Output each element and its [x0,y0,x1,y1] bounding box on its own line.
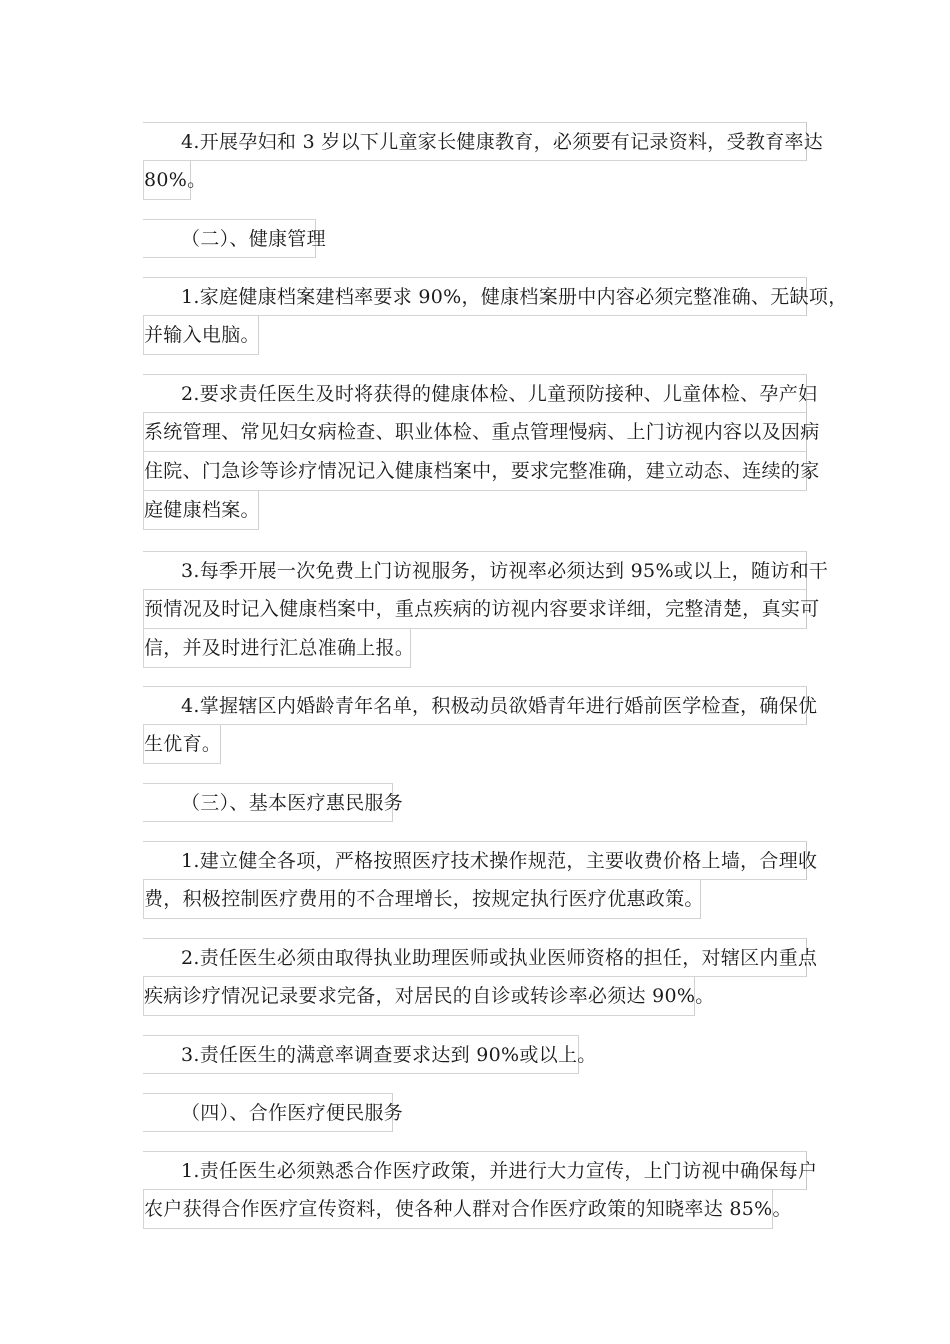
text-line: （二）、健康管理 [143,219,316,258]
text-line: （四）、合作医疗便民服务 [143,1093,393,1132]
text-line: 住院、门急诊等诊疗情况记入健康档案中，要求完整准确，建立动态、连续的家 [143,452,807,491]
text-line: （三）、基本医疗惠民服务 [143,783,393,822]
text-line: 疾病诊疗情况记录要求完备，对居民的自诊或转诊率必须达 90%。 [143,977,695,1016]
text-line: 生优育。 [143,725,221,764]
text-line: 1.家庭健康档案建档率要求 90%，健康档案册中内容必须完整准确、无缺项， [143,277,807,316]
text-line: 费，积极控制医疗费用的不合理增长，按规定执行医疗优惠政策。 [143,880,701,919]
text-line: 预情况及时记入健康档案中，重点疾病的访视内容要求详细，完整清楚，真实可 [143,590,807,629]
text-line: 4.掌握辖区内婚龄青年名单，积极动员欲婚青年进行婚前医学检查，确保优 [143,686,807,725]
text-line: 1.建立健全各项，严格按照医疗技术操作规范，主要收费价格上墙，合理收 [143,841,807,880]
text-line: 并输入电脑。 [143,316,259,355]
text-line: 农户获得合作医疗宣传资料，使各种人群对合作医疗政策的知晓率达 85%。 [143,1190,773,1229]
text-line: 2.要求责任医生及时将获得的健康体检、儿童预防接种、儿童体检、孕产妇 [143,374,807,413]
text-line: 80%。 [143,161,191,200]
text-line: 3.责任医生的满意率调查要求达到 90%或以上。 [143,1035,579,1074]
text-line: 3.每季开展一次免费上门访视服务，访视率必须达到 95%或以上，随访和干 [143,551,807,590]
text-line: 系统管理、常见妇女病检查、职业体检、重点管理慢病、上门访视内容以及因病 [143,413,807,452]
text-line: 庭健康档案。 [143,491,259,530]
text-line: 信，并及时进行汇总准确上报。 [143,629,411,668]
text-line: 2.责任医生必须由取得执业助理医师或执业医师资格的担任，对辖区内重点 [143,938,807,977]
text-line: 4.开展孕妇和 3 岁以下儿童家长健康教育，必须要有记录资料，受教育率达 [143,122,807,161]
text-line: 1.责任医生必须熟悉合作医疗政策，并进行大力宣传，上门访视中确保每户 [143,1151,807,1190]
